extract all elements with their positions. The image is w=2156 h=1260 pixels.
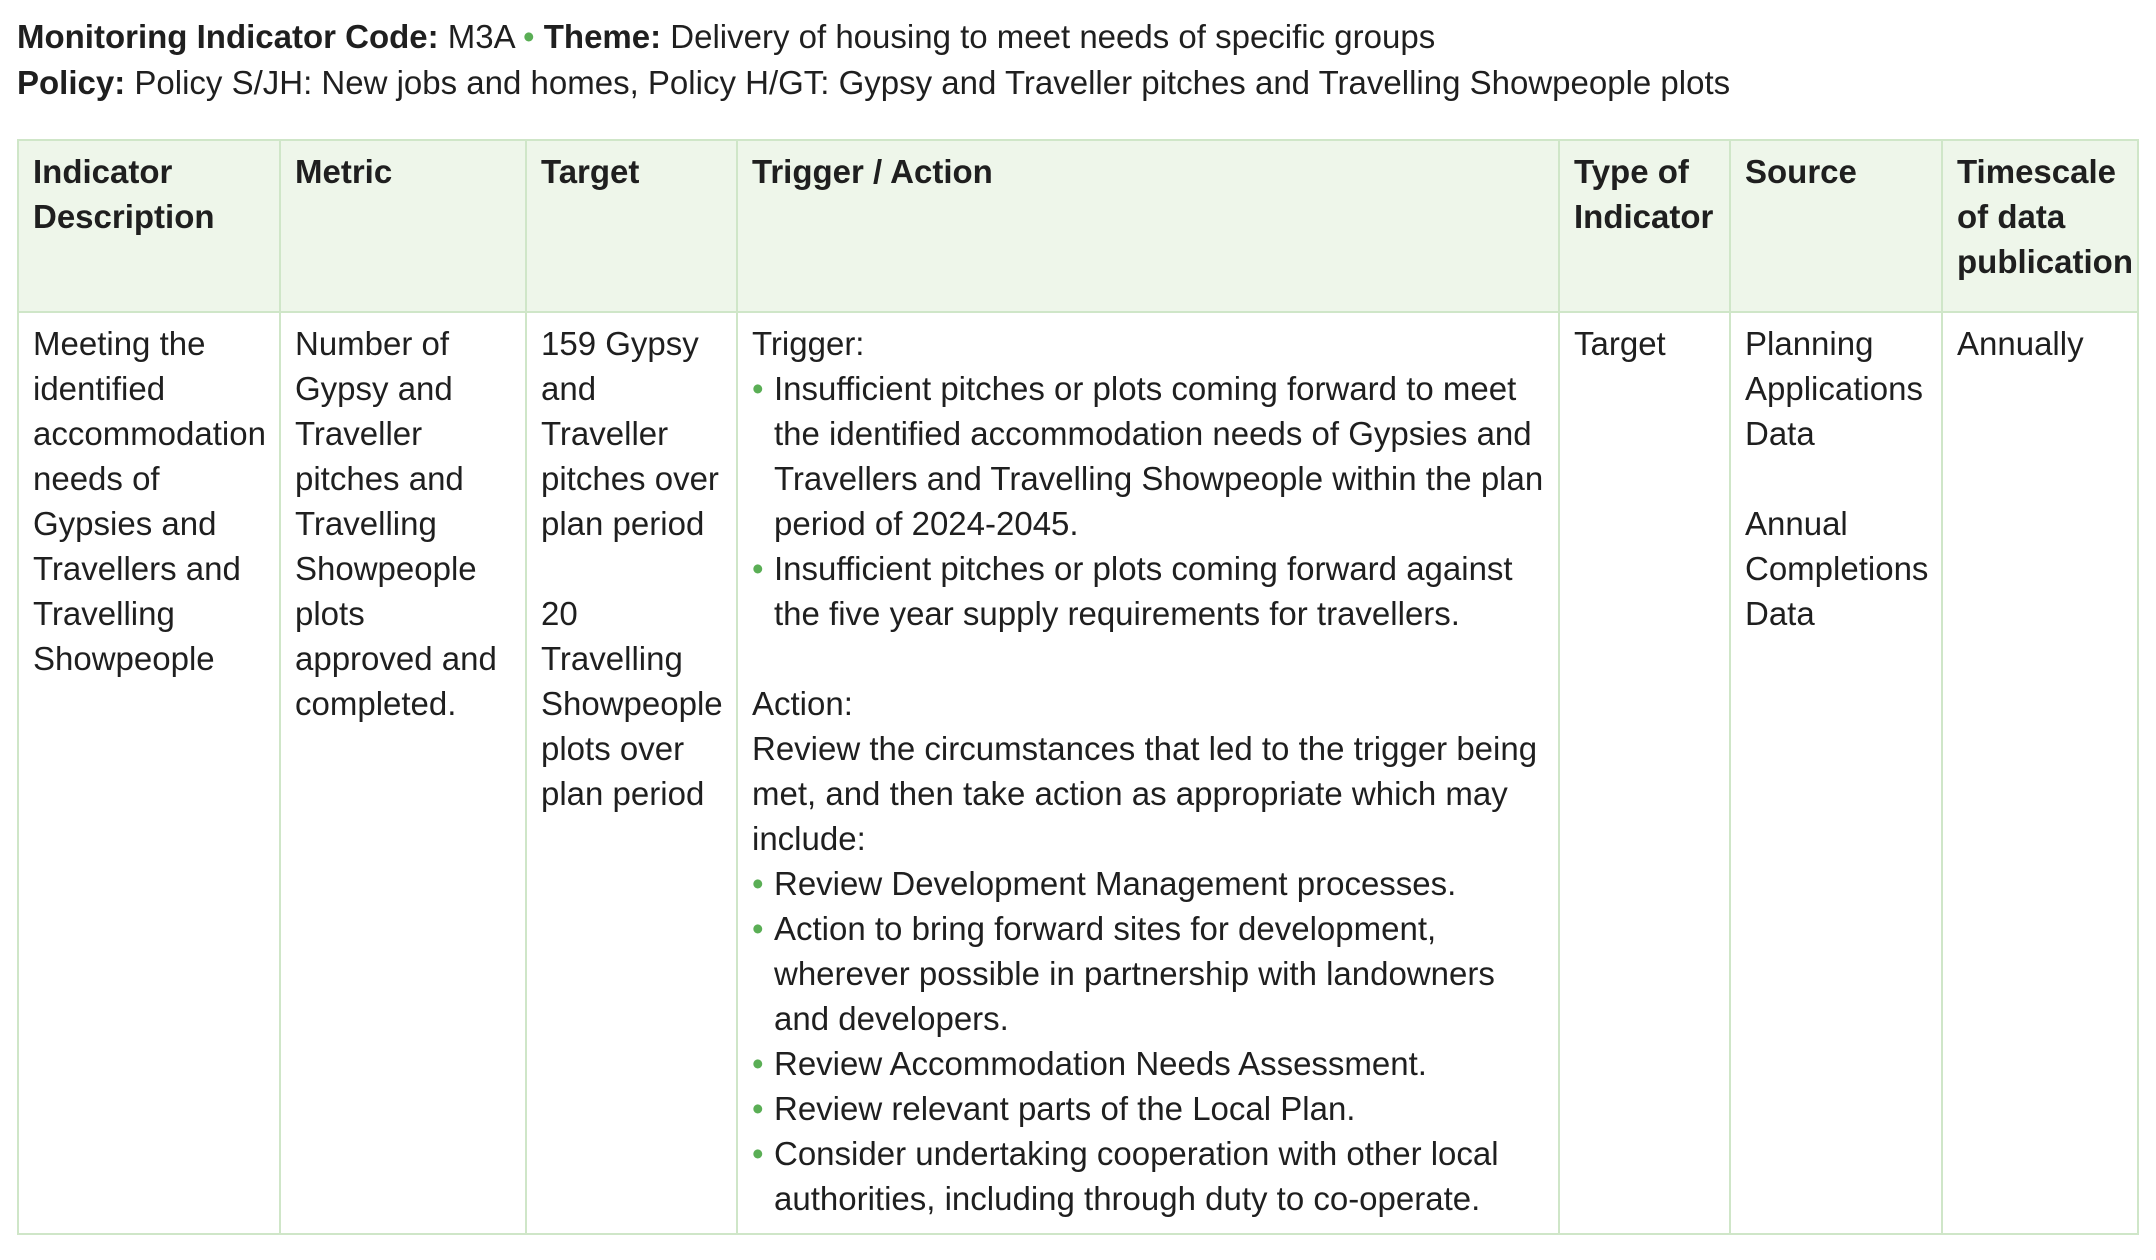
theme-value: Delivery of housing to meet needs of specific groups (670, 18, 1436, 55)
action-text: Review the circumstances that led to the trigger being met, and then take action as appropriate which may include: (752, 730, 1538, 857)
indicator-code-value: M3A (447, 18, 514, 55)
list-item: • Insufficient pitches or plots coming forward against the five year supply requirements for travellers. (752, 546, 1544, 636)
document-header (17, 14, 1730, 106)
monitoring-table (17, 139, 2139, 1235)
cell-target (526, 312, 737, 1234)
list-item: • Consider undertaking cooperation with other local authorities, including through duty to co-operate. (752, 1131, 1544, 1221)
target-pitches: 159 Gypsy and Traveller pitches over plan period (541, 325, 719, 542)
cell-trigger-action (737, 312, 1559, 1234)
header-timescale: Timescale of data publication (1942, 140, 2138, 312)
header-type-of-indicator: Type of Indicator (1559, 140, 1730, 312)
header-line-2 (17, 60, 1730, 106)
header-source: Source (1730, 140, 1942, 312)
cell-metric: Number of Gypsy and Traveller pitches and Travelling Showpeople plots approved and completed. (280, 312, 526, 1234)
target-plots: 20 Travelling Showpeople plots over plan period (541, 595, 723, 812)
header-metric: Metric (280, 140, 526, 312)
cell-timescale: Annually (1942, 312, 2138, 1234)
list-item: • Review relevant parts of the Local Plan. (752, 1086, 1544, 1131)
list-item: • Insufficient pitches or plots coming forward to meet the identified accommodation needs of Gypsies and Travellers and Travelling Showpeople within the plan period of 2024-2045. (752, 366, 1544, 546)
policy-value: Policy S/JH: New jobs and homes, Policy H/GT: Gypsy and Traveller pitches and Travelling Showpeople plots (134, 64, 1731, 101)
table-row (18, 312, 2138, 1234)
header-trigger-action: Trigger / Action (737, 140, 1559, 312)
source-planning: Planning Applications Data (1745, 325, 1923, 452)
indicator-code-label: Monitoring Indicator Code: (17, 18, 439, 55)
list-item: • Review Development Management processes. (752, 861, 1544, 906)
cell-type-of-indicator: Target (1559, 312, 1730, 1234)
header-indicator-description: Indicator Description (18, 140, 280, 312)
action-list (752, 861, 1544, 1221)
header-line-1 (17, 14, 1730, 60)
header-target: Target (526, 140, 737, 312)
action-label: Action: (752, 685, 853, 722)
source-completions: Annual Completions Data (1745, 505, 1929, 632)
trigger-list (752, 366, 1544, 636)
theme-label: Theme: (543, 18, 662, 55)
table-header-row (18, 140, 2138, 312)
separator-bullet: • (523, 18, 535, 55)
policy-label: Policy: (17, 64, 126, 101)
trigger-label: Trigger: (752, 325, 865, 362)
list-item: • Review Accommodation Needs Assessment. (752, 1041, 1544, 1086)
list-item: • Action to bring forward sites for development, wherever possible in partnership with landowners and developers. (752, 906, 1544, 1041)
cell-source (1730, 312, 1942, 1234)
cell-indicator-description: Meeting the identified accommodation needs of Gypsies and Travellers and Travelling Showpeople (18, 312, 280, 1234)
